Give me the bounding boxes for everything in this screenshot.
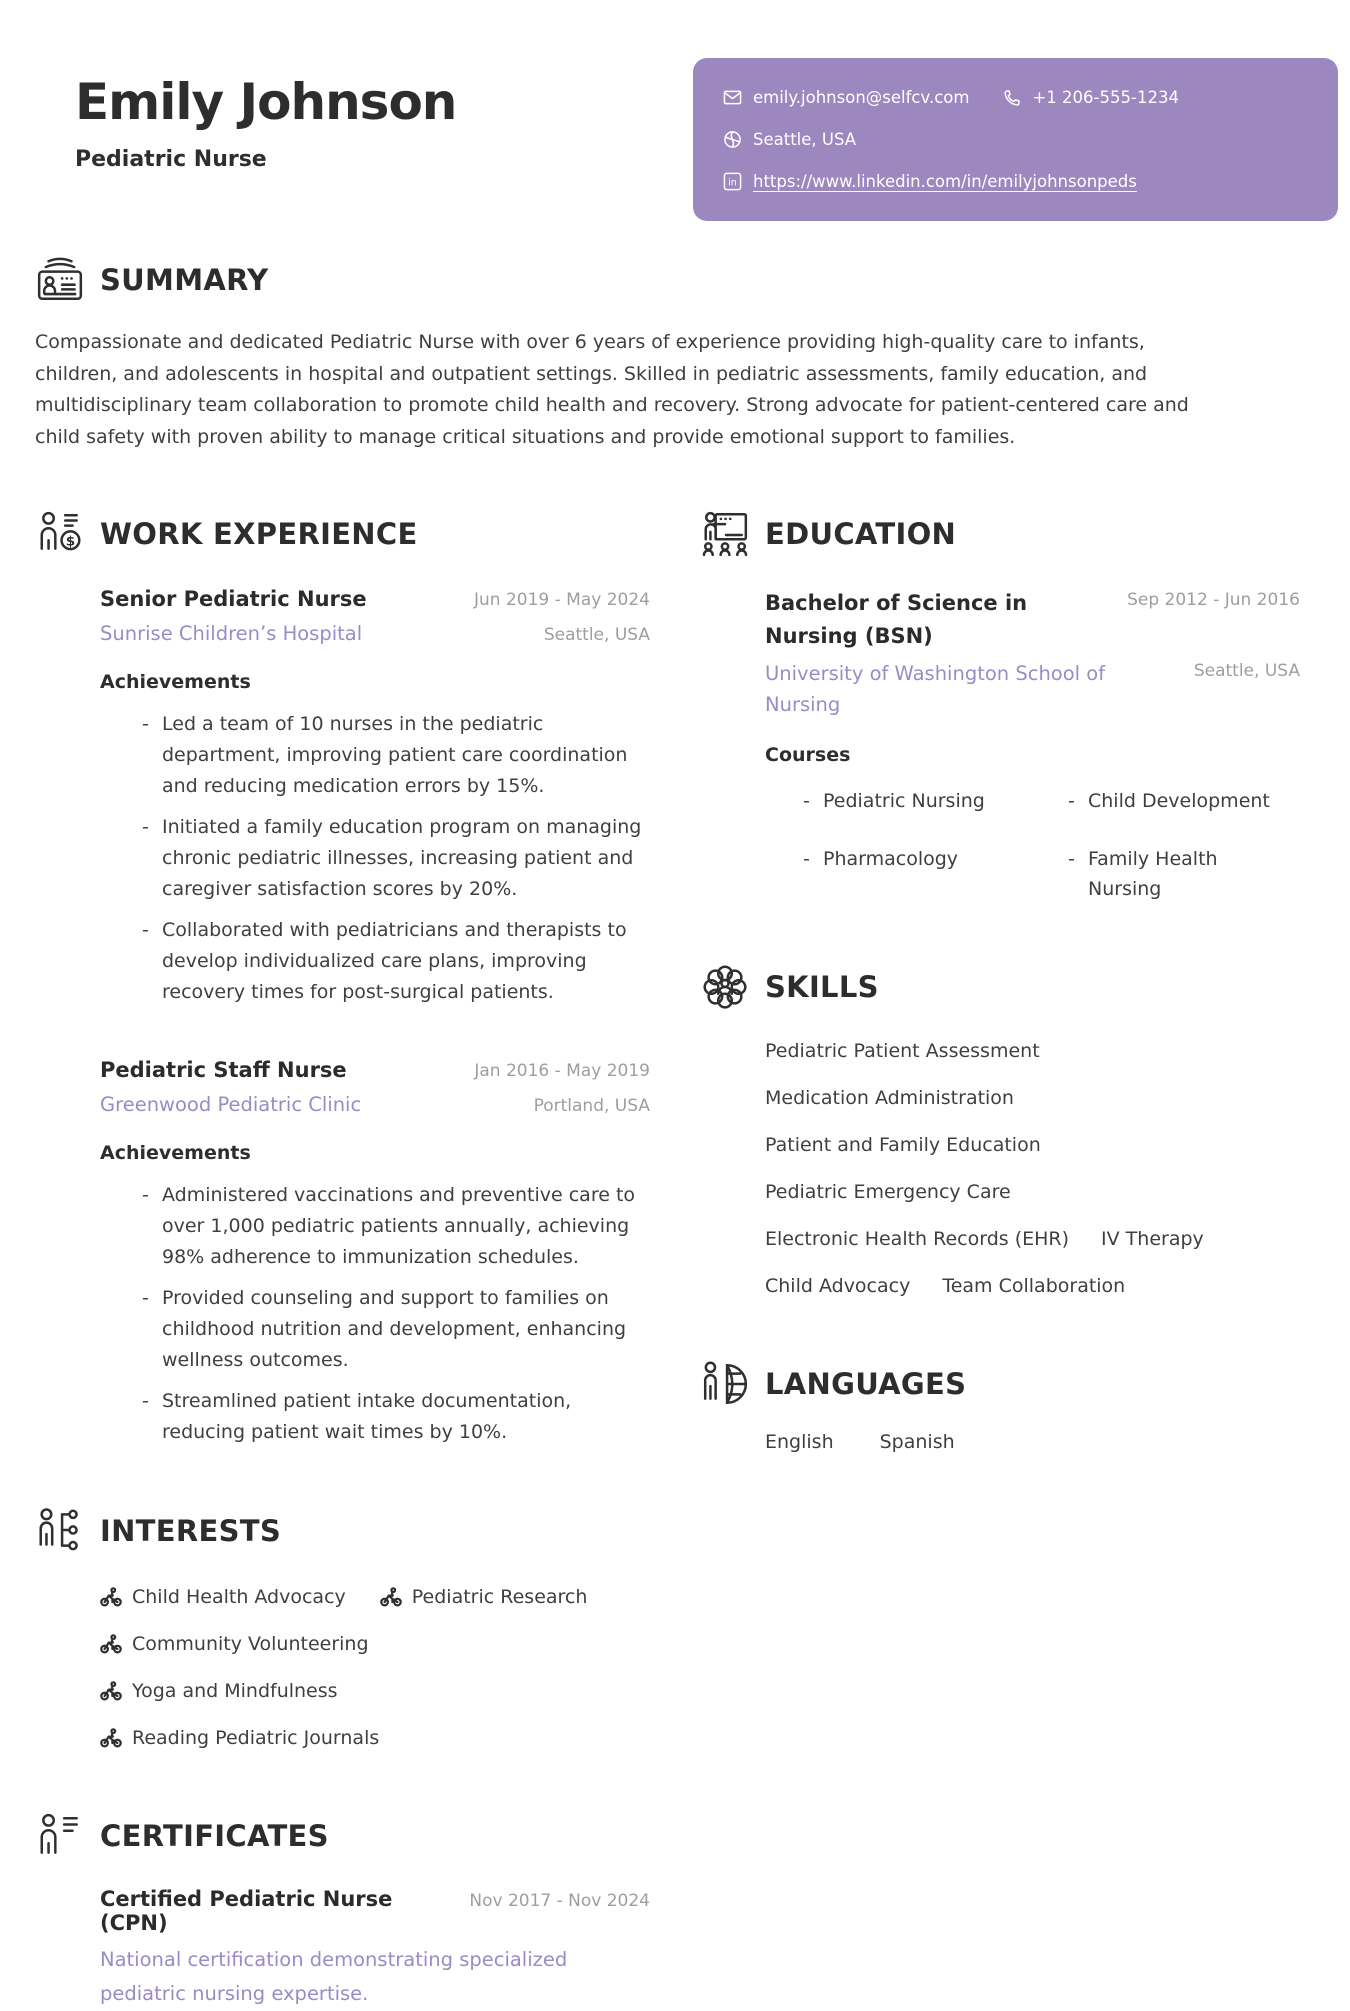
interest-label: Child Health Advocacy — [132, 1586, 346, 1608]
work-experience-section — [35, 509, 650, 1448]
header — [0, 0, 1350, 221]
job-dates: Jan 2016 - May 2019 — [474, 1061, 650, 1081]
languages-title: LANGUAGES — [765, 1367, 967, 1402]
skill-item: Medication Administration — [765, 1087, 1014, 1110]
achievements-list — [100, 709, 650, 1008]
person-network-icon — [700, 962, 750, 1012]
achievement-item: - Led a team of 10 nurses in the pediatric department, improving patient care coordination and reducing medication errors by 15%. — [142, 709, 650, 802]
achievements-label: Achievements — [100, 671, 251, 693]
interest-item — [100, 1629, 369, 1659]
person-options-icon — [35, 1506, 85, 1556]
linkedin-icon — [723, 172, 742, 191]
identity-block — [75, 58, 456, 172]
degree-name: Bachelor of Science in Nursing (BSN) — [765, 591, 1028, 648]
skill-item: Patient and Family Education — [765, 1134, 1041, 1157]
summary-header — [35, 255, 1350, 305]
right-column — [700, 509, 1300, 2011]
job-company-row — [100, 1093, 650, 1116]
job-entry — [100, 1058, 650, 1448]
education-header — [700, 509, 1300, 559]
achievement-item: - Administered vaccinations and preventive care to over 1,000 pediatric patients annually, achieving 98% adherence to immunization schedules. — [142, 1180, 650, 1273]
skill-item: Pediatric Emergency Care — [765, 1181, 1011, 1204]
email-item[interactable] — [723, 88, 969, 107]
cyclist-icon — [100, 1633, 122, 1655]
work-experience-title: WORK EXPERIENCE — [100, 517, 418, 551]
training-board-icon — [700, 509, 750, 559]
job-company[interactable]: Greenwood Pediatric Clinic — [100, 1093, 362, 1116]
skills-title: SKILLS — [765, 970, 879, 1005]
certificates-title: CERTIFICATES — [100, 1819, 329, 1853]
interest-row — [100, 1582, 650, 1612]
linkedin-item — [723, 172, 1137, 191]
course-item: - Pharmacology — [803, 844, 1058, 904]
interest-item — [380, 1582, 588, 1612]
job-location: Portland, USA — [533, 1096, 650, 1116]
school-row — [765, 658, 1300, 720]
interest-label: Pediatric Research — [411, 1586, 588, 1608]
svg-text:$: $ — [65, 533, 76, 550]
course-item: - Family Health Nursing — [1068, 844, 1238, 904]
svg-text:in: in — [728, 177, 737, 189]
interest-label: Yoga and Mindfulness — [132, 1680, 338, 1702]
phone-item[interactable] — [1003, 88, 1178, 107]
achievements-label: Achievements — [100, 1142, 251, 1164]
email-value: emily.johnson@selfcv.com — [753, 88, 970, 107]
skill-item: Pediatric Patient Assessment — [765, 1040, 1040, 1063]
skill-item: IV Therapy — [1101, 1228, 1204, 1251]
achievements-list — [100, 1180, 650, 1448]
cyclist-icon — [100, 1680, 122, 1702]
education-section — [700, 509, 1300, 904]
interests-body — [100, 1582, 650, 1753]
main-columns — [0, 509, 1350, 2011]
certificate-title: Certified Pediatric Nurse (CPN) — [100, 1887, 393, 1935]
phone-icon — [1003, 89, 1021, 107]
contact-row-3 — [723, 172, 1308, 191]
contact-row-2 — [723, 130, 1308, 149]
languages-header — [700, 1359, 1300, 1409]
skill-row — [765, 1224, 1300, 1254]
skill-row — [765, 1036, 1300, 1066]
skill-row — [765, 1083, 1300, 1113]
contact-row-1 — [723, 88, 1308, 107]
language-item: English — [765, 1431, 834, 1454]
language-item: Spanish — [879, 1431, 955, 1454]
job-title-row — [100, 587, 650, 611]
education-location: Seattle, USA — [1193, 661, 1300, 682]
skill-row — [765, 1271, 1300, 1301]
job-company[interactable]: Sunrise Children’s Hospital — [100, 622, 363, 645]
location-value: Seattle, USA — [753, 130, 857, 149]
interest-row — [100, 1676, 650, 1706]
phone-value: +1 206-555-1234 — [1032, 88, 1179, 107]
job-dates: Jun 2019 - May 2024 — [474, 590, 650, 610]
interests-header — [35, 1506, 650, 1556]
interest-item — [100, 1676, 338, 1706]
summary-section — [0, 255, 1350, 453]
job-location: Seattle, USA — [543, 625, 650, 645]
linkedin-link[interactable]: https://www.linkedin.com/in/emilyjohnsonpeds — [753, 172, 1137, 191]
languages-section — [700, 1359, 1300, 1453]
skill-item: Child Advocacy — [765, 1275, 911, 1298]
course-item: - Child Development — [1068, 786, 1300, 816]
person-money-icon — [35, 509, 85, 559]
education-title: EDUCATION — [765, 517, 957, 551]
education-dates: Sep 2012 - Jun 2016 — [1127, 590, 1300, 610]
skill-row — [765, 1130, 1300, 1160]
globe-icon — [723, 130, 742, 149]
interests-section — [35, 1506, 650, 1753]
certificates-body — [100, 1887, 650, 2011]
certificates-section — [35, 1811, 650, 2011]
person-globe-icon — [700, 1359, 750, 1409]
skill-row — [765, 1177, 1300, 1207]
interests-title: INTERESTS — [100, 1514, 282, 1548]
achievement-item: - Collaborated with pediatricians and therapists to develop individualized care plans, improving recovery times for post-surgical patients. — [142, 915, 650, 1008]
interest-label: Community Volunteering — [132, 1633, 369, 1655]
person-list-icon — [35, 1811, 85, 1861]
interest-item — [100, 1723, 379, 1753]
achievement-item: - Initiated a family education program on managing chronic pediatric illnesses, increasing patient and caregiver satisfaction scores by 20%. — [142, 812, 650, 905]
interest-item — [100, 1582, 346, 1612]
skill-item: Electronic Health Records (EHR) — [765, 1228, 1070, 1251]
location-item — [723, 130, 856, 149]
interest-label: Reading Pediatric Journals — [132, 1727, 380, 1749]
achievement-item: - Streamlined patient intake documentation, reducing patient wait times by 10%. — [142, 1386, 650, 1448]
job-title: Senior Pediatric Nurse — [100, 587, 367, 611]
interest-row — [100, 1723, 650, 1753]
languages-body — [765, 1431, 1300, 1453]
certificate-title-row — [100, 1887, 650, 1935]
summary-title: SUMMARY — [100, 263, 269, 297]
id-card-icon — [35, 255, 85, 305]
courses-label: Courses — [765, 744, 851, 767]
work-experience-header — [35, 509, 650, 559]
left-column — [35, 509, 650, 2011]
cyclist-icon — [100, 1586, 122, 1608]
achievement-item: - Provided counseling and support to families on childhood nutrition and development, enhancing wellness outcomes. — [142, 1283, 650, 1376]
person-job-title: Pediatric Nurse — [75, 146, 267, 172]
school-name[interactable]: University of Washington School of Nursing — [765, 662, 1106, 717]
skills-body — [765, 1036, 1300, 1301]
job-title-row — [100, 1058, 650, 1082]
cyclist-icon — [100, 1727, 122, 1749]
job-title: Pediatric Staff Nurse — [100, 1058, 347, 1082]
work-experience-body — [100, 587, 650, 1448]
job-entry — [100, 587, 650, 1008]
person-name: Emily Johnson — [75, 73, 457, 131]
certificate-dates: Nov 2017 - Nov 2024 — [469, 1891, 650, 1911]
interest-row — [100, 1629, 650, 1659]
education-body — [765, 587, 1300, 904]
certificate-description: National certification demonstrating specialized pediatric nursing expertise. — [100, 1948, 568, 2005]
contact-card — [693, 58, 1338, 221]
course-item: - Pediatric Nursing — [803, 786, 1058, 816]
certificates-header — [35, 1811, 650, 1861]
courses-grid — [803, 786, 1300, 904]
summary-text: Compassionate and dedicated Pediatric Nurse with over 6 years of experience providing high-quality care to infants, children, and adolescents in hospital and outpatient settings. Skilled in pediatric assessments, family education, and multidisciplinary team collaboration to promote child health and recovery. Strong advocate for patient-centered care and child safety with proven ability to manage critical situations and provide emotional support to families. — [35, 331, 1189, 448]
skills-header — [700, 962, 1300, 1012]
job-company-row — [100, 622, 650, 645]
skill-item: Team Collaboration — [942, 1275, 1126, 1298]
degree-row — [765, 587, 1300, 652]
envelope-icon — [723, 88, 742, 107]
skills-section — [700, 962, 1300, 1301]
cyclist-icon — [380, 1586, 402, 1608]
